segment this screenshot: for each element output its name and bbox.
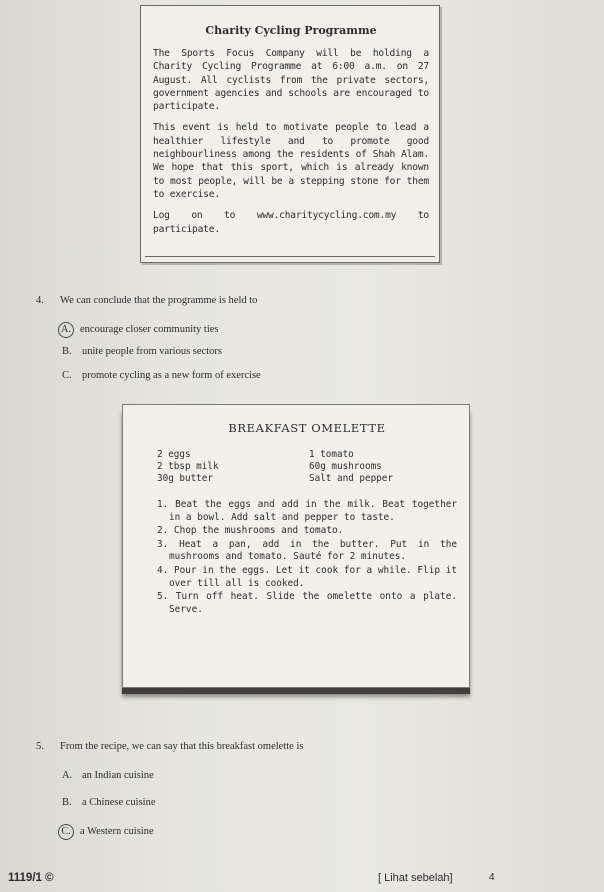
- recipe-step: 2. Chop the mushrooms and tomato.: [157, 525, 344, 537]
- option-letter: B.: [62, 346, 72, 357]
- ingredient: 30g butter: [157, 473, 213, 484]
- page-number: 4: [489, 872, 495, 883]
- option-letter: C.: [61, 826, 71, 837]
- question-text: From the recipe, we can say that this breakfast omelette is: [60, 741, 304, 752]
- option-letter: A.: [62, 770, 73, 781]
- notice-title: Charity Cycling Programme: [205, 24, 377, 37]
- option-text: a Chinese cuisine: [82, 797, 156, 808]
- option-letter: C.: [62, 370, 72, 381]
- question-5-option-a[interactable]: [62, 770, 154, 781]
- charity-notice: [140, 5, 440, 263]
- recipe-step: 5. Turn off heat. Slide the omelette onto a plate. Serve.: [157, 591, 457, 615]
- recipe-step: 3. Heat a pan, add in the butter. Put in the mushrooms and tomato. Sauté for 2 minutes.: [157, 538, 457, 563]
- ingredient: 1 tomato: [309, 449, 354, 460]
- question-4-option-b[interactable]: [62, 346, 222, 357]
- question-number: 4.: [36, 295, 44, 306]
- option-text: an Indian cuisine: [82, 770, 154, 781]
- circled-answer-mark: [58, 322, 74, 338]
- option-letter: B.: [62, 797, 72, 808]
- recipe-title: BREAKFAST OMELETTE: [228, 421, 386, 435]
- recipe-step: 4. Pour in the eggs. Let it cook for a while. Flip it over till all is cooked.: [157, 564, 457, 589]
- option-text: a Western cuisine: [80, 826, 154, 837]
- question-4: [36, 294, 257, 308]
- question-text: We can conclude that the programme is held to: [60, 295, 258, 306]
- question-5-option-b[interactable]: [62, 797, 155, 808]
- question-number: 5.: [36, 741, 44, 752]
- next-page-note: [ Lihat sebelah]: [378, 872, 453, 884]
- paper-code: 1119/1 ©: [8, 872, 54, 884]
- recipe-step: 1. Beat the eggs and add in the milk. Beat together in a bowl. Add salt and pepper to taste.: [157, 499, 457, 523]
- ingredient: 2 tbsp milk: [157, 461, 219, 472]
- option-text: unite people from various sectors: [82, 346, 222, 357]
- ingredient: Salt and pepper: [309, 473, 393, 484]
- notice-paragraph: The Sports Focus Company will be holding a Charity Cycling Programme at 6:00 a.m. on 27 August. All cyclists from the private sectors, government agencies and schools are encouraged to participate.: [153, 48, 429, 113]
- option-letter: A.: [61, 324, 71, 335]
- circled-answer-mark: [58, 824, 74, 840]
- question-4-option-a[interactable]: [62, 322, 219, 338]
- ingredient: 2 eggs: [157, 449, 191, 460]
- recipe-card: [122, 404, 470, 688]
- ingredient: 60g mushrooms: [309, 461, 382, 472]
- option-text: encourage closer community ties: [80, 324, 219, 335]
- option-text: promote cycling as a new form of exercise: [82, 370, 261, 381]
- notice-paragraph: This event is held to motivate people to lead a healthier lifestyle and to promote good neighbourliness among the residents of Shah Alam. We hope that this sport, which is already known to most people, will be a stepping stone for them to exercise.: [153, 122, 429, 200]
- ingredient-list: [157, 449, 457, 485]
- question-5-option-c[interactable]: [62, 824, 154, 840]
- question-4-option-c[interactable]: [62, 370, 261, 381]
- notice-paragraph: Log on to www.charitycycling.com.my to participate.: [153, 210, 429, 235]
- question-5: [36, 740, 303, 754]
- recipe-steps: [157, 499, 457, 616]
